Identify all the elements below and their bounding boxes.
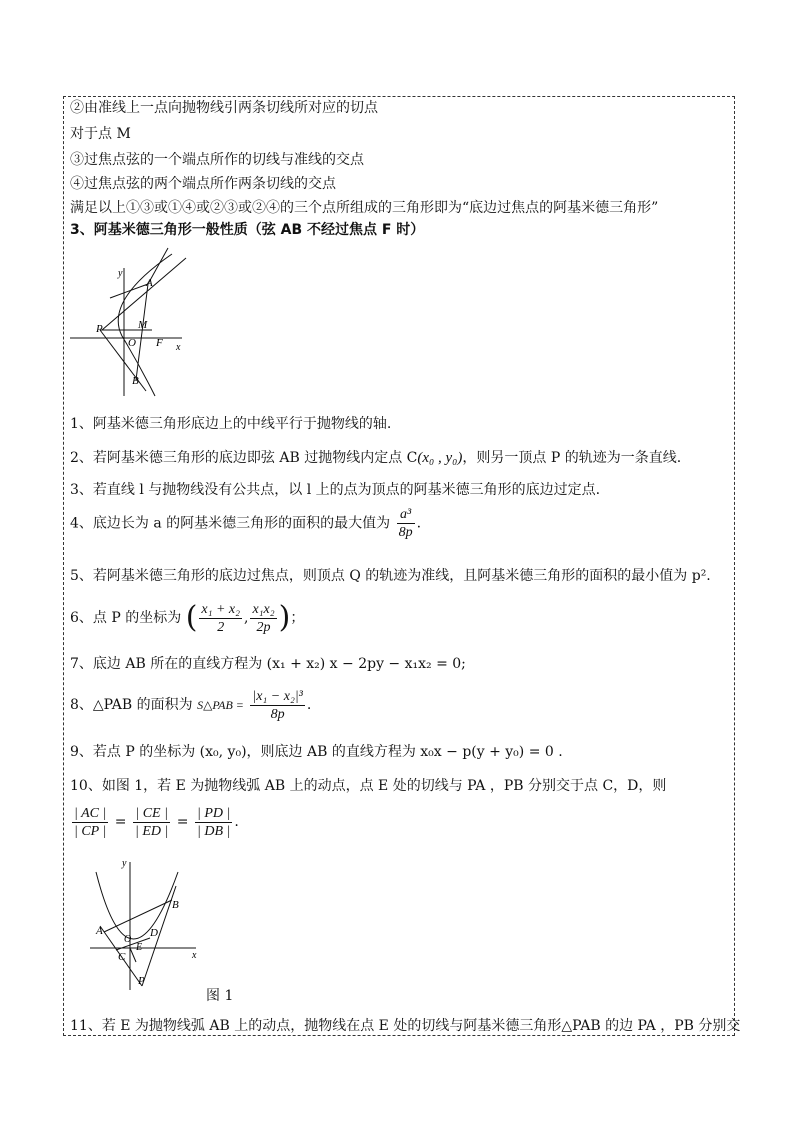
label-p: P	[138, 975, 145, 987]
property-4-text: 4、底边长为 a 的阿基米德三角形的面积的最大值为	[70, 515, 391, 532]
chord-ab	[136, 284, 148, 380]
tangent-pb	[142, 886, 176, 986]
property-10-fraction: $\frac{| AC |}{| CP |}$ = $\frac{| CE |}{| ED |}$ = $\frac{| PD |}{| DB |}$ .	[74, 805, 239, 839]
label-o: O	[128, 337, 136, 349]
property-11: 11、若 E 为抛物线弧 AB 上的动点，抛物线在点 E 处的切线与阿基米德三角形△PAB 的边 PA ，PB 分别交	[70, 1018, 741, 1034]
property-6-text: 6、点 P 的坐标为	[70, 610, 182, 626]
property-7: 7、底边 AB 所在的直线方程为 (x₁ + x₂) x − 2py − x₁x₂ = 0;	[70, 656, 466, 672]
fraction: $\frac{\text{x₁x₂}}{2p}$	[252, 601, 275, 635]
property-6: 6、点 P 的坐标为 ( $\frac{\text{x₁ + x₂}}{2}$ , $\frac{\text{x₁x₂}}{2p}$ )；	[70, 600, 305, 635]
fraction: $\frac{| PD |}{| DB |}$	[196, 805, 231, 839]
property-8: 8、△PAB 的面积为 S△PAB = $\frac{\text{|x₁ − x₂|³}}{8p}$ .	[70, 688, 312, 722]
label-f: F	[156, 337, 163, 349]
property-4: 4、底边长为 a 的阿基米德三角形的面积的最大值为 $\frac{\text{a³}}{8p}$ .	[70, 507, 422, 540]
property-8-text: 8、△PAB 的面积为	[70, 697, 193, 713]
fraction: $\frac{\text{|x₁ − x₂|³}}{8p}$	[252, 688, 303, 722]
tangent-line	[100, 330, 146, 391]
section-heading: 3、阿基米德三角形一般性质（弦 AB 不经过焦点 F 时）	[70, 222, 425, 238]
parabola-figure-b	[86, 856, 206, 992]
fraction: $\frac{\text{x₁ + x₂}}{2}$	[201, 601, 241, 635]
label-x: x	[176, 342, 181, 353]
parabola-curve	[96, 872, 178, 939]
label-b: B	[132, 375, 139, 387]
label-p: P	[96, 323, 103, 335]
text-line: ③过焦点弦的一个端点所作的切线与准线的交点	[70, 152, 364, 168]
label-b: B	[172, 899, 179, 911]
fraction: $\frac{\text{a³}}{8p}$	[398, 507, 413, 540]
property-10: 10、如图 1，若 E 为抛物线弧 AB 上的动点，点 E 处的切线与 PA ，PB 分别交于点 C，D，则	[70, 778, 667, 794]
text-line: ④过焦点弦的两个端点所作两条切线的交点	[70, 176, 336, 192]
label-m: M	[138, 319, 148, 331]
property-2-text: 2、若阿基米德三角形的底边即弦 AB 过抛物线内定点 C	[70, 450, 418, 466]
property-2-tail: ，则另一顶点 P 的轨迹为一条直线.	[462, 450, 682, 466]
property-9: 9、若点 P 的坐标为 (x₀, y₀)，则底边 AB 的直线方程为 x₀x − p(y + y₀) = 0 .	[70, 744, 563, 760]
label-y: y	[122, 858, 127, 869]
text-line: 对于点 M	[70, 126, 131, 142]
point-c-coords: (x₀ , y₀)	[417, 450, 463, 466]
label-o: O	[124, 934, 132, 945]
label-y: y	[118, 268, 123, 279]
property-2	[70, 448, 681, 468]
label-x: x	[192, 950, 197, 961]
label-d: D	[150, 927, 158, 939]
label-a: A	[96, 925, 103, 937]
text-line: ②由准线上一点向抛物线引两条切线所对应的切点	[70, 100, 378, 116]
text-line: 满足以上①③或①④或②③或②④的三个点所组成的三角形即为“底边过焦点的阿基米德三角形”	[70, 200, 659, 216]
property-1: 1、阿基米德三角形底边上的中线平行于抛物线的轴.	[70, 416, 392, 432]
property-3: 3、若直线 l 与抛物线没有公共点，以 l 上的点为顶点的阿基米德三角形的底边过定点.	[70, 482, 601, 498]
property-5: 5、若阿基米德三角形的底边过焦点，则顶点 Q 的轨迹为准线，且阿基米德三角形的面积的最小值为 p².	[70, 568, 711, 584]
label-e: E	[136, 942, 143, 953]
parabola-figure-a	[70, 246, 200, 398]
label-c: C	[118, 951, 126, 963]
figure-caption: 图 1	[206, 988, 234, 1004]
fraction: $\frac{| AC |}{| CP |}$	[74, 805, 107, 839]
label-a: A	[146, 277, 153, 289]
fraction: $\frac{| CE |}{| ED |}$	[134, 805, 169, 839]
